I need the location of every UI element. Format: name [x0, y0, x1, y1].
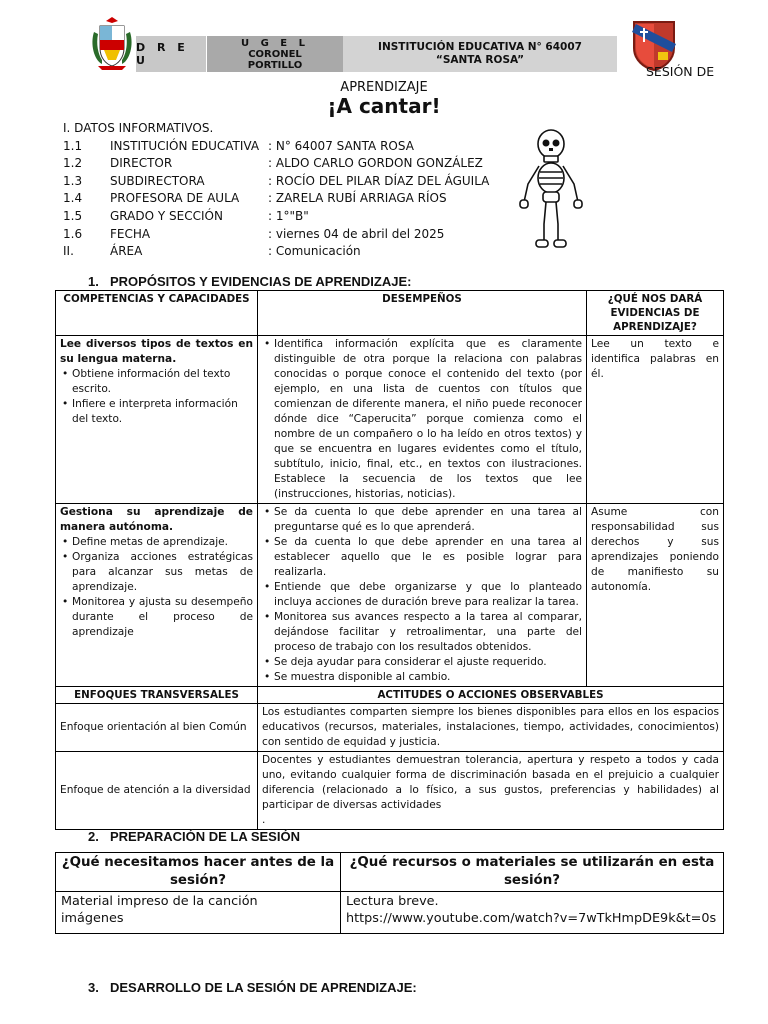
dreu-label: D R E U [136, 36, 206, 72]
institution-label: INSTITUCIÓN EDUCATIVA N° 64007 “SANTA ROSA” [343, 36, 617, 72]
list-item: Lectura breve. [346, 894, 439, 909]
header-enfoques: ENFOQUES TRANSVERSALES [56, 687, 258, 704]
table-row [56, 504, 724, 687]
header-desempenos: DESEMPEÑOS [258, 291, 587, 336]
peru-coat-of-arms-logo [88, 14, 136, 72]
enfoque-text-cell [258, 752, 724, 830]
enfoque-extra: . [262, 814, 266, 826]
enfoque-name: Enfoque de atención a la diversidad [56, 752, 258, 830]
header-competencias: COMPETENCIAS Y CAPACIDADES [56, 291, 258, 336]
list-item: • Define metas de aprendizaje. [72, 535, 253, 550]
resources-cell [341, 892, 724, 934]
before-cell [56, 892, 341, 934]
learning-label: APRENDIZAJE [340, 80, 428, 95]
skeleton-illustration [516, 128, 586, 252]
header-before: ¿Qué necesitamos hacer antes de la sesión? [56, 853, 341, 892]
section-3-heading: 3. DESARROLLO DE LA SESIÓN DE APRENDIZAJE: [88, 980, 417, 995]
table-row [56, 704, 724, 752]
video-link[interactable]: https://www.youtube.com/watch?v=7wTkHmpDE9k&t=0s [346, 911, 717, 926]
desempenos-cell [258, 504, 587, 687]
competencia-cell [56, 504, 258, 687]
header-actitudes: ACTITUDES O ACCIONES OBSERVABLES [258, 687, 724, 704]
enfoque-name: Enfoque orientación al bien Común [56, 704, 258, 752]
table-header-row [56, 291, 724, 336]
table-row [56, 752, 724, 830]
evidencia-cell: Lee un texto e identifica palabras en él. [587, 336, 724, 504]
evidencia-cell: Asume con responsabilidad sus derechos y sus aprendizajes poniendo de manifiesto su autonomía. [587, 504, 724, 687]
list-item: • Se deja ayudar para considerar el ajuste requerido. [274, 655, 582, 670]
purposes-table [55, 290, 724, 830]
list-item: • Monitorea sus avances respecto a la tarea al comparar, dejándose facilitar y retroalimentar, una parte del proceso de trabajo con los resultados obtenidos. [274, 610, 582, 655]
enfoques-header-row [56, 687, 724, 704]
competencia-title: Gestiona su aprendizaje de manera autónoma. [60, 506, 253, 533]
list-item: • Identifica información explícita que es claramente distinguible de otra porque la relaciona con palabras conocidas o porque conoce el contenido del texto (por ejemplo, en una lista de cuentos con títulos que comienzan de diferente manera, el niño puede reconocer dónde dice “Caperucita” porque comienza como el nombre de un compañero o lo ha leído en otros textos) y que se encuentra en lugares evidentes como el título, subtítulo, inicio, final, etc., en textos con ilustraciones. Establece la secuencia de los textos que lee (instrucciones, historias, noticias). [274, 337, 582, 502]
session-label: SESIÓN DE [646, 64, 715, 79]
enfoque-text: Docentes y estudiantes demuestran tolerancia, apertura y respeto a todos y cada uno, evitando cualquier forma de discriminación basada en el prejuicio a cualquier diferencia (relacionado a lo físico, a sus gustos, preferencias y habilidades) al participar de diversas actividades [262, 754, 719, 811]
competencia-title: Lee diversos tipos de textos en su lengua materna. [60, 338, 253, 365]
list-item: • Infiere e interpreta información del texto. [72, 397, 253, 427]
enfoque-text: Los estudiantes comparten siempre los bienes disponibles para ellos en los espacios educativos (recursos, materiales, instalaciones, tiempo, actividades, conocimientos) con sentido de equidad y justicia. [258, 704, 724, 752]
desempenos-cell [258, 336, 587, 504]
list-item: imágenes [61, 911, 124, 926]
header-resources: ¿Qué recursos o materiales se utilizarán en esta sesión? [341, 853, 724, 892]
competencia-cell [56, 336, 258, 504]
section-2-heading: 2. PREPARACIÓN DE LA SESIÓN [88, 829, 300, 844]
page-title: ¡A cantar! [327, 94, 441, 118]
section-1-heading: 1. PROPÓSITOS Y EVIDENCIAS DE APRENDIZAJE: [88, 274, 412, 289]
table-header-row [56, 853, 724, 892]
list-item: • Entiende que debe organizarse y que lo planteado incluya acciones de duración breve para realizar la tarea. [274, 580, 582, 610]
list-item: • Se da cuenta lo que debe aprender en una tarea al preguntarse qué es lo que aprenderá. [274, 505, 582, 535]
table-row [56, 892, 724, 934]
table-row [56, 336, 724, 504]
preparation-table [55, 852, 724, 934]
list-item: • Monitorea y ajusta su desempeño durante el proceso de aprendizaje [72, 595, 253, 640]
list-item: Material impreso de la canción [61, 894, 258, 909]
list-item: • Organiza acciones estratégicas para alcanzar sus metas de aprendizaje. [72, 550, 253, 595]
list-item: • Se da cuenta lo que debe aprender en una tarea al establecer aquello que le es posible lograr para realizarla. [274, 535, 582, 580]
list-item: • Se muestra disponible al cambio. [274, 670, 582, 685]
ugel-label: U G E L CORONEL PORTILLO [207, 36, 343, 72]
header-evidencias: ¿QUÉ NOS DARÁ EVIDENCIAS DE APRENDIZAJE? [587, 291, 724, 336]
list-item: • Obtiene información del texto escrito. [72, 367, 253, 397]
